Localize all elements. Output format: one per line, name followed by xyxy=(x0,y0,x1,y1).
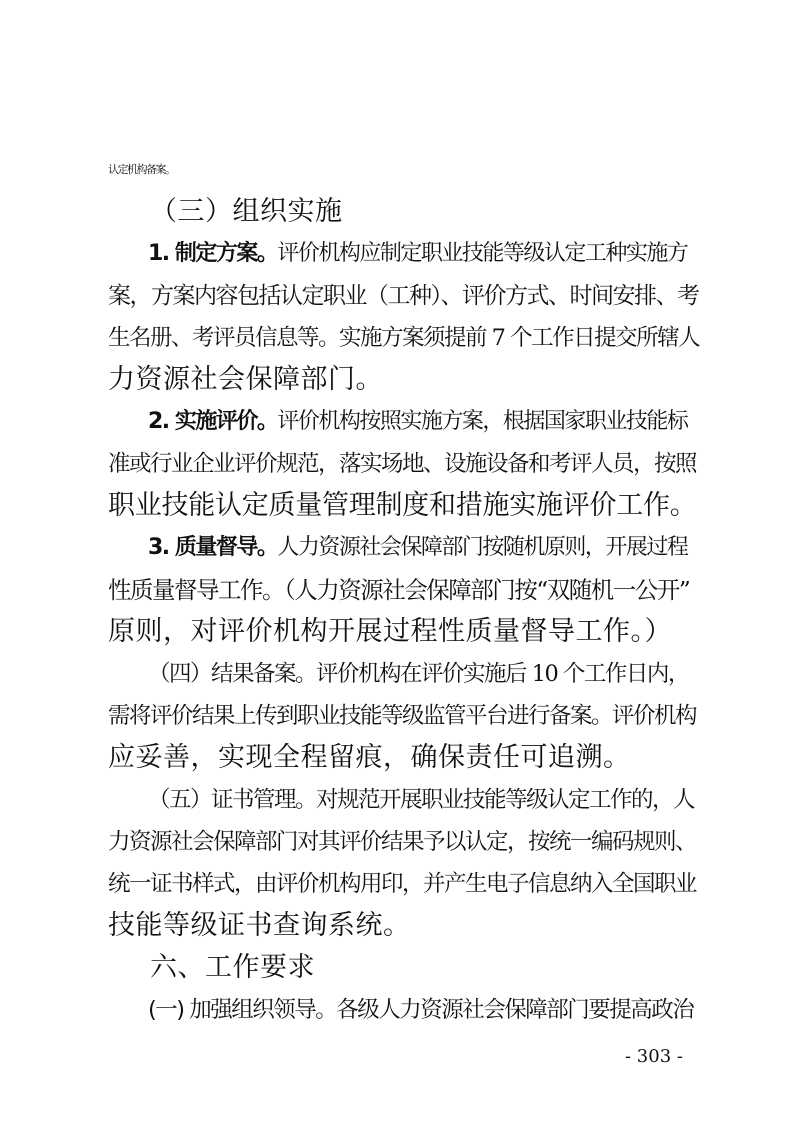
paragraph-line: 统一证书样式，由评价机构用印，并产生电子信息纳入全国职业 xyxy=(108,871,697,897)
paragraph-line: 需将评价结果上传到职业技能等级监管平台进行备案。评价机构 xyxy=(108,703,697,729)
paragraph-line: 应妥善，实现全程留痕，确保责任可追溯。 xyxy=(108,742,631,773)
section-heading: （三）组织实施 xyxy=(150,196,343,227)
item-text: 评价机构按照实施方案，根据国家职业技能标 xyxy=(277,409,688,434)
paragraph-line: 准或行业企业评价规范，落实场地、设施设备和考评人员，按照 xyxy=(108,451,697,477)
paragraph-line: 职业技能认定质量管理制度和措施实施评价工作。 xyxy=(108,490,697,521)
paragraph-line: 原则，对评价机构开展过程性质量督导工作。） xyxy=(108,616,672,647)
paragraph-line: 性质量督导工作。（人力资源社会保障部门按“双随机一公开” xyxy=(108,576,690,604)
section-heading: 六、工作要求 xyxy=(150,952,315,983)
item-title: 1. 制定方案。 xyxy=(148,241,278,266)
paragraph-line: 技能等级证书查询系统。 xyxy=(108,910,411,941)
page-number: - 303 - xyxy=(625,1046,683,1067)
paragraph-line: 认定机构备案。 xyxy=(108,163,175,176)
item-text: 评价机构应制定职业技能等级认定工种实施方 xyxy=(277,241,688,266)
paragraph-line: (一) 加强组织领导。各级人力资源社会保障部门要提高政治 xyxy=(148,997,694,1023)
paragraph-line: 生名册、考评员信息等。实施方案须提前 7 个工作日提交所辖人 xyxy=(108,325,700,351)
paragraph-line: （四）结果备案。评价机构在评价实施后 10 个工作日内， xyxy=(148,661,689,687)
paragraph-line: 力资源社会保障部门对其评价结果予以认定，按统一编码规则、 xyxy=(108,829,697,855)
numbered-item-line xyxy=(148,404,687,440)
item-title: 3. 质量督导。 xyxy=(148,535,278,560)
paragraph-line: 案，方案内容包括认定职业（工种）、评价方式、时间安排、考 xyxy=(108,283,699,309)
item-text: 人力资源社会保障部门按随机原则，开展过程 xyxy=(277,535,688,560)
numbered-item-line xyxy=(148,236,687,272)
paragraph-line: （五）证书管理。对规范开展职业技能等级认定工作的，人 xyxy=(148,787,695,813)
item-title: 2. 实施评价。 xyxy=(148,409,278,434)
numbered-item-line xyxy=(148,530,687,566)
paragraph-line: 力资源社会保障部门。 xyxy=(108,364,383,395)
